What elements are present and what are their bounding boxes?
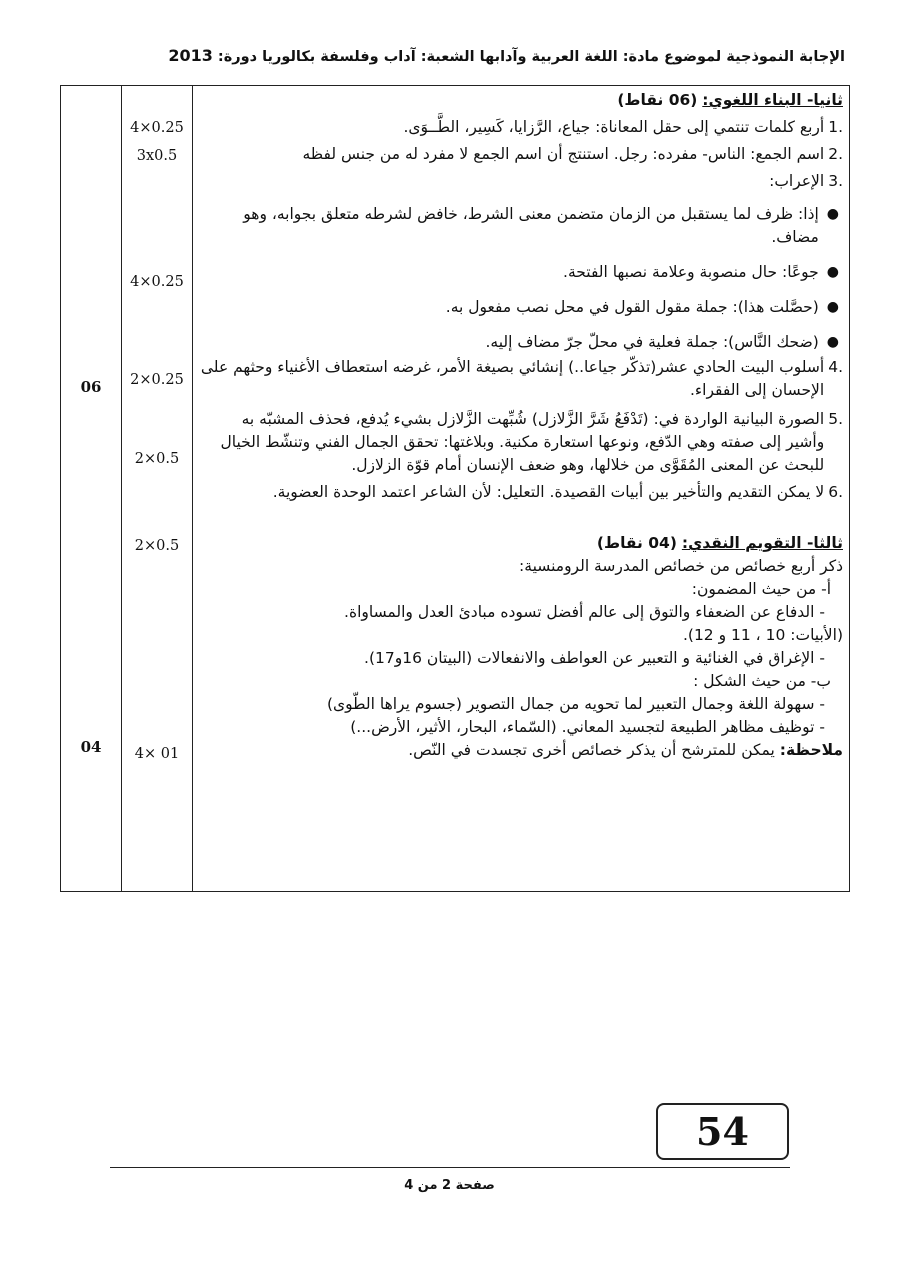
- note-label: ملاحظة:: [779, 741, 843, 759]
- page-number-box: [656, 1103, 789, 1160]
- bullet-text: (حصَّلت هذا): جملة مقول القول في محل نصب مفعول به.: [445, 298, 819, 316]
- parse-bullet-4: [199, 331, 843, 354]
- mark-q1: 4×0.25: [130, 120, 184, 136]
- question-text: اسم الجمع: الناس- مفرده: رجل. استنتج أن اسم الجمع لا مفرد له من جنس لفظه: [302, 145, 825, 163]
- totals-column: [61, 86, 122, 892]
- mark-section3: 4× 01: [134, 746, 180, 762]
- section3: [193, 532, 849, 762]
- page-footer: صفحة 2 من 4: [404, 1178, 495, 1193]
- marks-column: [122, 86, 193, 892]
- question-2: [199, 143, 843, 166]
- question-number: .6: [828, 483, 843, 501]
- section3-heading: [199, 532, 843, 555]
- section3-total: 04: [80, 738, 102, 756]
- form-point-2: - توظيف مظاهر الطبيعة لتجسيد المعاني. (السّماء، البحار، الأثير، الأرض...): [350, 718, 825, 736]
- question-text: الإعراب:: [769, 172, 825, 190]
- header-year: 2013: [168, 46, 213, 65]
- content-point-1: - الدفاع عن الضعفاء والتوق إلى عالم أفضل تسوده مبادئ العدل والمساواة.: [344, 603, 825, 621]
- form-point-1: - سهولة اللغة وجمال التعبير لما تحويه من جمال التصوير (جسوم يراها الطّوى): [326, 695, 825, 713]
- parse-bullet-1: [199, 203, 843, 249]
- parse-bullet-3: [199, 296, 843, 319]
- form-heading: ب- من حيث الشكل :: [693, 672, 831, 690]
- section3-title: ثالثا- التقويم النقدي:: [681, 534, 843, 552]
- mark-q2: 3x0.5: [136, 148, 178, 164]
- section3-intro: ذكر أربع خصائص من خصائص المدرسة الرومنسية:: [519, 557, 843, 575]
- bullet-icon: ●: [826, 299, 839, 315]
- section2-total: 06: [80, 378, 102, 396]
- answer-table: [60, 85, 850, 892]
- question-4: [199, 356, 843, 402]
- mark-q4: 2×0.25: [130, 372, 184, 388]
- footer-divider: [110, 1167, 790, 1168]
- section2: [193, 86, 849, 504]
- parse-bullet-2: [199, 261, 843, 284]
- question-number: .1: [828, 118, 843, 136]
- mark-q5: 2×0.5: [134, 451, 180, 467]
- section2-heading: [199, 89, 843, 112]
- bullet-text: (ضحك النَّاس): جملة فعلية في محلّ جرّ مضاف إليه.: [485, 333, 819, 351]
- page-number: 54: [696, 1109, 749, 1154]
- question-text: أسلوب البيت الحادي عشر(تذكّر جياعا..) إنشائي بصيغة الأمر، غرضه استعطاف الأغنياء وحثهم على الإحسان إلى الفقراء.: [200, 358, 825, 399]
- header-title: الإجابة النموذجية لموضوع مادة: اللغة العربية وآدابها الشعبة: آداب وفلسفة بكالوريا دورة:: [217, 49, 845, 65]
- question-text: أربع كلمات تنتمي إلى حقل المعاناة: جياع، الرَّزايا، كَسِير، الطَّــوَى.: [403, 118, 825, 136]
- bullet-icon: ●: [826, 206, 839, 222]
- mark-q3: 4×0.25: [130, 274, 184, 290]
- question-text: لا يمكن التقديم والتأخير بين أبيات القصيدة. التعليل: لأن الشاعر اعتمد الوحدة العضوية.: [272, 483, 825, 501]
- note-text: يمكن للمترشح أن يذكر خصائص أخرى تجسدت في النّص.: [408, 741, 775, 759]
- question-number: .4: [828, 358, 843, 376]
- document-header: [60, 46, 845, 65]
- section2-points: (06 نقاط): [617, 91, 698, 109]
- content-heading: أ- من حيث المضمون:: [691, 580, 831, 598]
- section3-points: (04 نقاط): [596, 534, 677, 552]
- bullet-icon: ●: [826, 264, 839, 280]
- mark-q6: 2×0.5: [134, 538, 180, 554]
- bullet-icon: ●: [826, 334, 839, 350]
- question-number: .3: [828, 172, 843, 190]
- content-point-1-verses: (الأبيات: 10 ، 11 و 12).: [682, 626, 843, 644]
- question-6: [199, 481, 843, 504]
- question-text: الصورة البيانية الواردة في: (تَدْفَعُ شَرَّ الزَّلازل) شُبِّهت الزَّلازل بشيء يُدفع، فحذف المشبّه به وأشير إلى صفته وهي الدّفع، ونوعها استعارة مكنية. وبلاغتها: تحقق الجمال الفني وتنشّط الخيال للبحث عن المعنى المُقَوَّى من خلالها، وهو ضعف الإنسان أمام قوّة الزلازل.: [220, 410, 825, 474]
- question-5: [199, 408, 843, 477]
- bullet-text: إذا: ظرف لما يستقبل من الزمان متضمن معنى الشرط، خافض لشرطه متعلق بجوابه، وهو مضاف.: [243, 205, 819, 246]
- question-1: [199, 116, 843, 139]
- question-3: [199, 170, 843, 193]
- question-number: .5: [828, 410, 843, 428]
- content-column: [193, 86, 850, 892]
- section2-title: ثانيا- البناء اللغوي:: [702, 91, 843, 109]
- note: [199, 739, 843, 762]
- content-point-2: - الإغراق في الغنائية و التعبير عن العواطف والانفعالات (البيتان 16و17).: [364, 649, 825, 667]
- bullet-text: جوعًا: حال منصوبة وعلامة نصبها الفتحة.: [563, 263, 819, 281]
- question-number: .2: [828, 145, 843, 163]
